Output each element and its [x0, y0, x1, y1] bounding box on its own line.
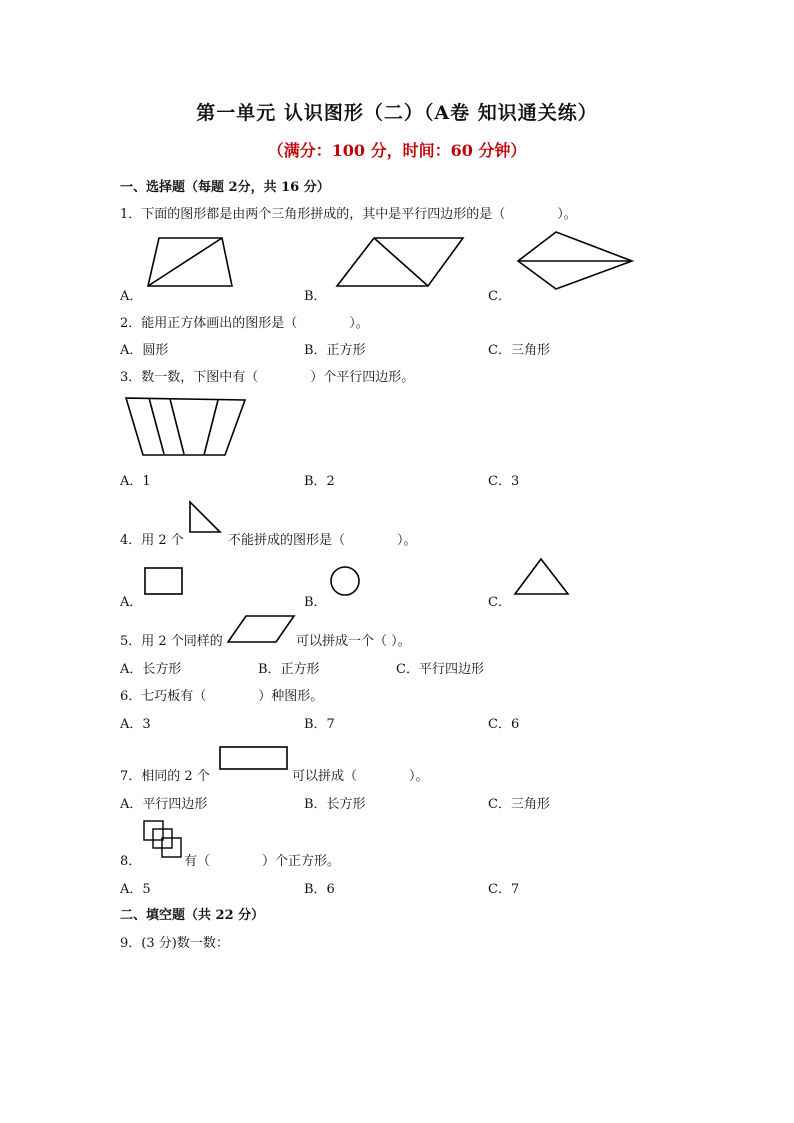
q2-option-c: C．三角形	[488, 343, 550, 358]
q1-option-a: A．	[120, 289, 143, 304]
question-9-text: 9．(3 分)数一数：	[120, 936, 229, 951]
q1-figure-c-kite	[510, 226, 640, 296]
question-8-suffix: 有（ ）个正方形。	[184, 854, 341, 869]
q7-option-a: A．平行四边形	[120, 797, 208, 812]
question-5-suffix: 可以拼成一个（ ）。	[296, 634, 411, 649]
q6-option-c: C．6	[488, 717, 520, 732]
question-5-prefix: 5．用 2 个同样的	[120, 634, 223, 649]
q5-option-a: A．长方形	[120, 662, 182, 677]
q8-option-b: B．6	[304, 882, 335, 897]
q3-figure-trapezoid-parallelograms	[120, 392, 250, 462]
q7-option-c: C．三角形	[488, 797, 550, 812]
section-heading-choice: 一、选择题（每题 2分，共 16 分）	[120, 180, 330, 195]
q1-figure-b-parallelogram	[330, 230, 470, 290]
question-8-prefix: 8．	[120, 854, 142, 869]
q1-option-b: B．	[304, 289, 327, 304]
q4-rectangle-icon	[143, 566, 185, 598]
question-1-text: 1．下面的图形都是由两个三角形拼成的，其中是平行四边形的是（ ）。	[120, 207, 577, 222]
question-3-text: 3．数一数，下图中有（ ）个平行四边形。	[120, 370, 415, 385]
q5-parallelogram-icon	[226, 613, 298, 645]
q2-option-a: A．圆形	[120, 343, 169, 358]
q4-circle-icon	[328, 564, 362, 598]
q4-option-a: A．	[120, 595, 143, 610]
q8-overlapping-squares-icon	[142, 819, 186, 863]
q4-option-b: B．	[304, 595, 327, 610]
q1-option-c: C．	[488, 289, 511, 304]
q3-option-c: C．3	[488, 474, 520, 489]
question-7-suffix: 可以拼成（ ）。	[292, 769, 429, 784]
q8-option-c: C．7	[488, 882, 520, 897]
question-4-suffix: 不能拼成的图形是（ ）。	[228, 533, 417, 548]
q3-option-b: B．2	[304, 474, 335, 489]
q5-option-b: B．正方形	[258, 662, 320, 677]
q3-option-a: A．1	[120, 474, 151, 489]
page-title: 第一单元 认识图形（二）（A卷 知识通关练）	[196, 102, 598, 124]
q7-option-b: B．长方形	[304, 797, 366, 812]
q7-rectangle-icon	[218, 745, 290, 773]
q2-option-b: B．正方形	[304, 343, 366, 358]
q4-option-c: C．	[488, 595, 511, 610]
q6-option-b: B．7	[304, 717, 335, 732]
q5-option-c: C．平行四边形	[396, 662, 484, 677]
question-7-prefix: 7．相同的 2 个	[120, 769, 210, 784]
question-2-text: 2．能用正方体画出的图形是（ ）。	[120, 316, 369, 331]
q1-figure-a-trapezoid	[140, 230, 240, 290]
q4-triangle-icon	[512, 556, 572, 598]
q6-option-a: A．3	[120, 717, 151, 732]
page-subtitle: （满分：100 分，时间：60 分钟）	[267, 141, 527, 160]
section-heading-fill: 二、填空题（共 22 分）	[120, 908, 265, 923]
q8-option-a: A．5	[120, 882, 151, 897]
question-6-text: 6．七巧板有（ ）种图形。	[120, 689, 324, 704]
q4-right-triangle-icon	[186, 498, 226, 538]
question-4-prefix: 4．用 2 个	[120, 533, 184, 548]
